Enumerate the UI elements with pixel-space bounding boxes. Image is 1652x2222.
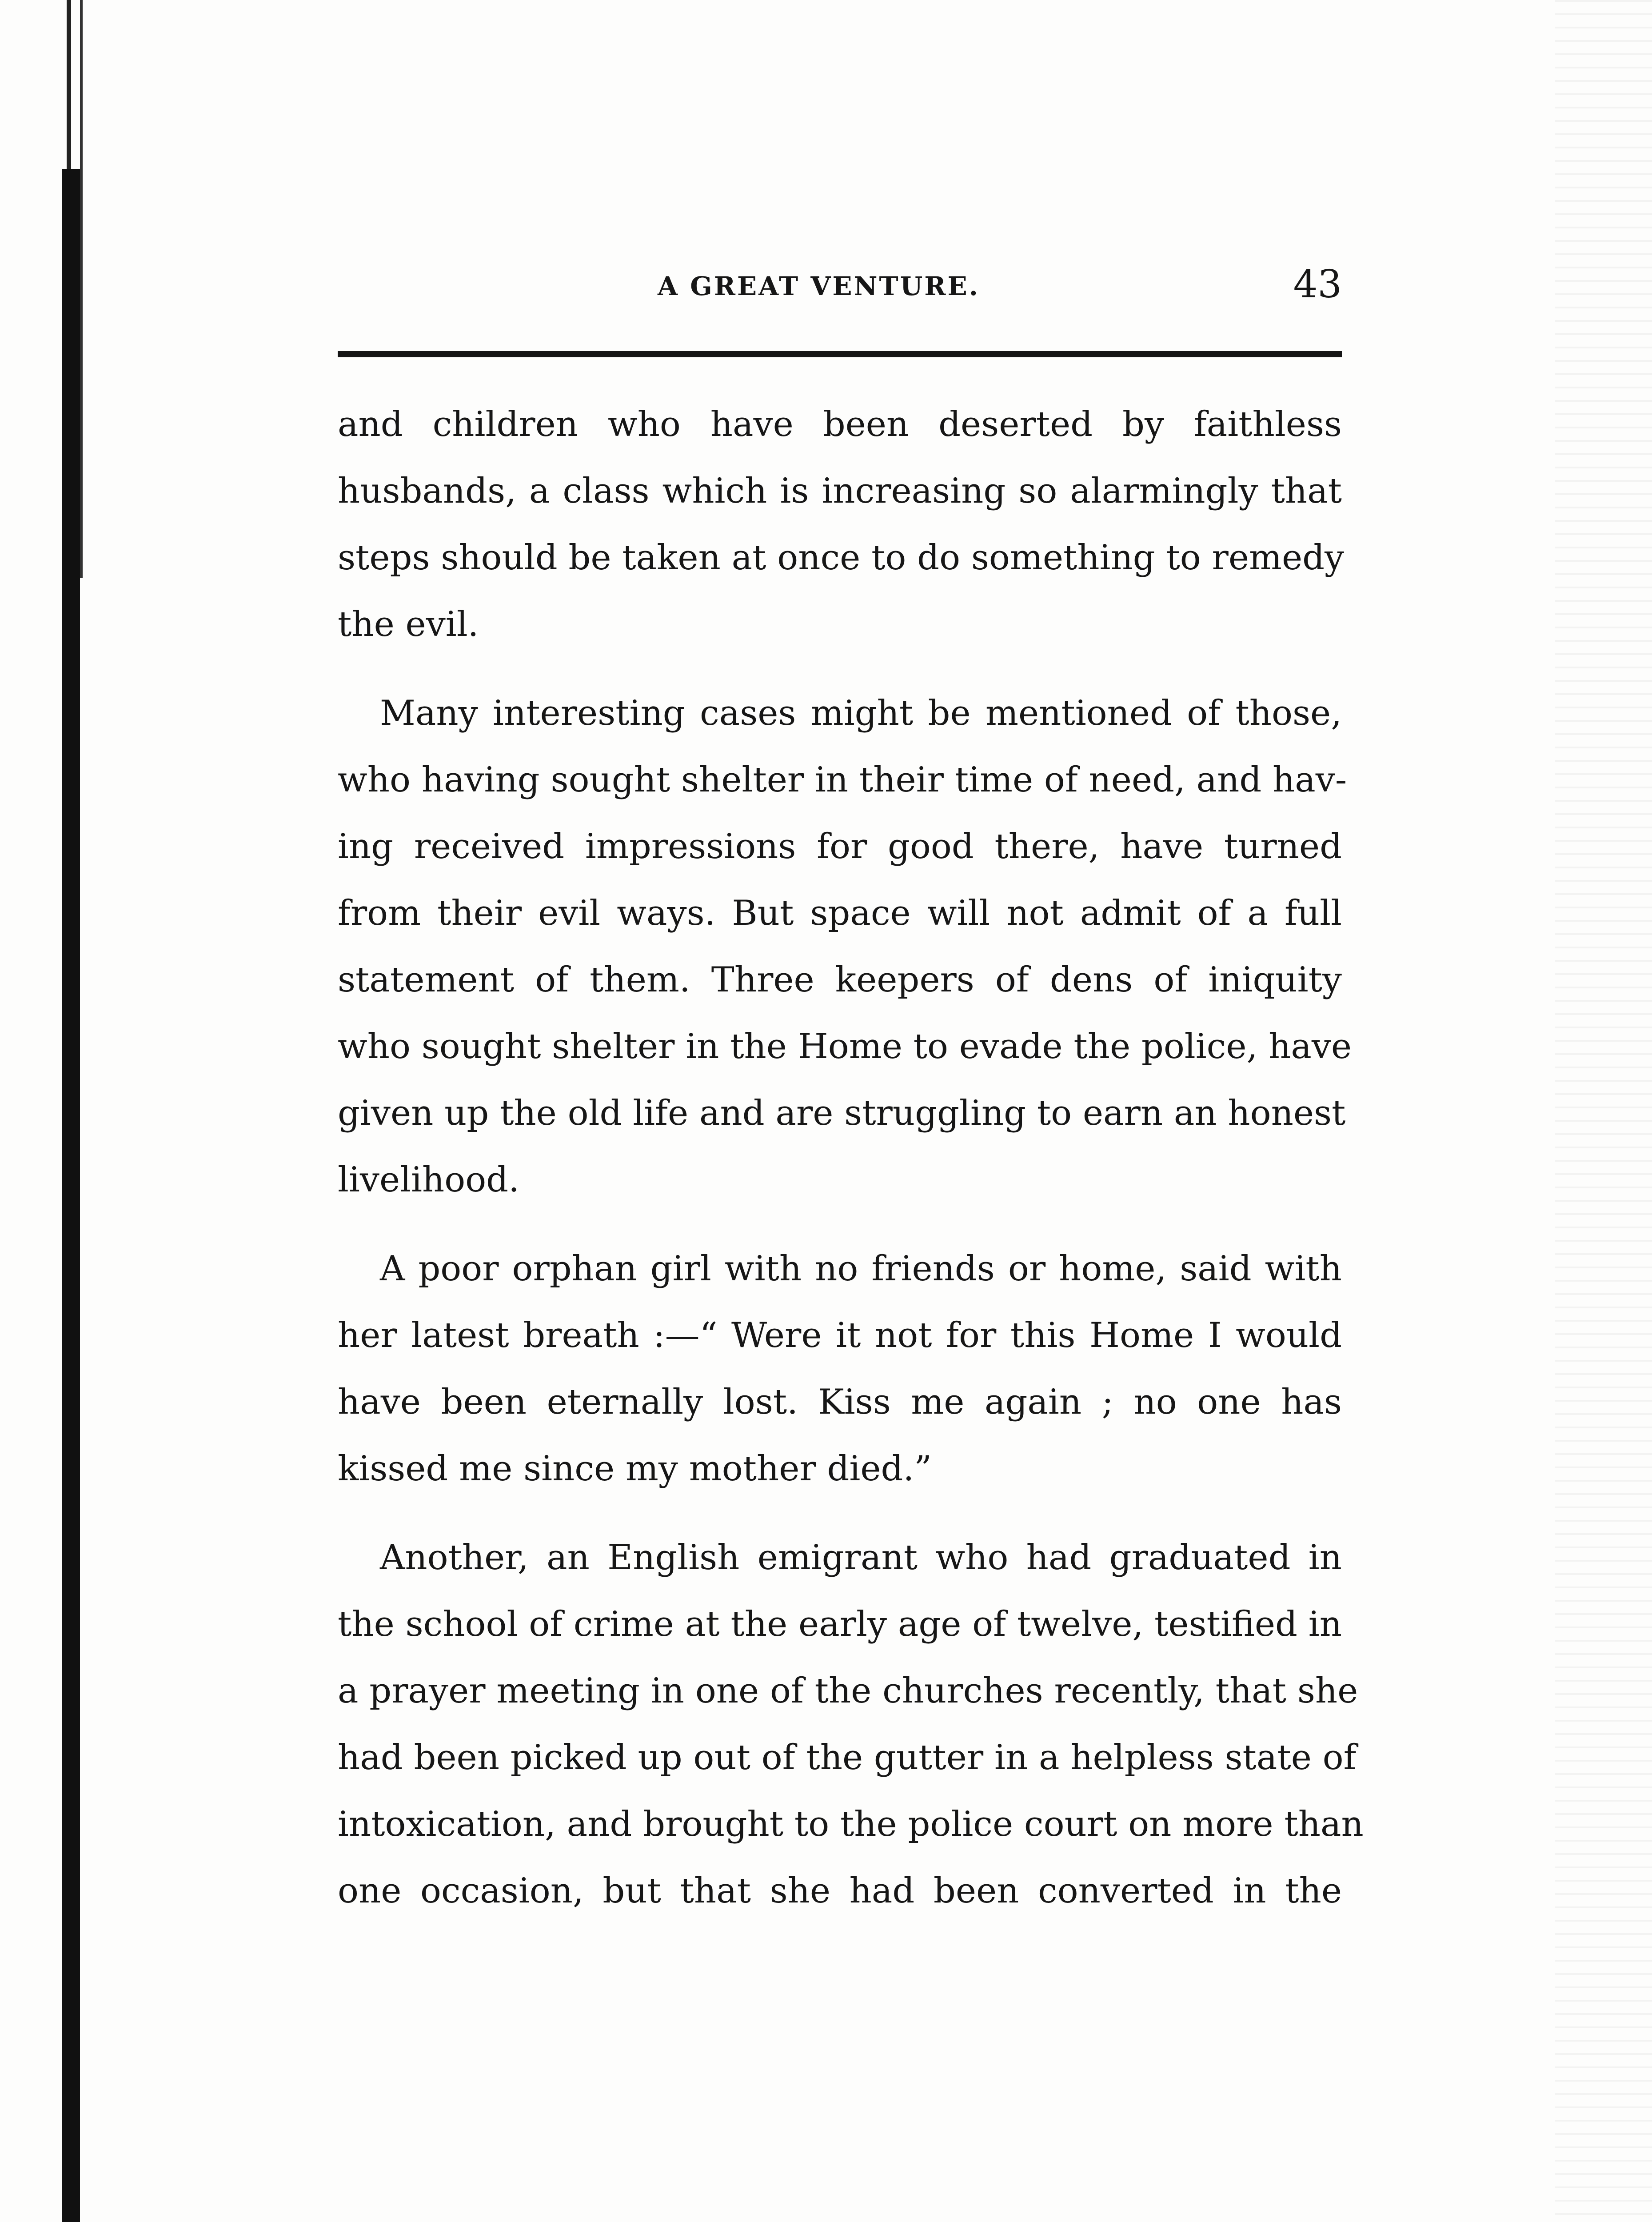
text-line: ing received impressions for good there, have turned bbox=[338, 827, 1342, 867]
scan-edge-right bbox=[1555, 0, 1652, 2222]
text-line: a prayer meeting in one of the churches recently, that she bbox=[338, 1671, 1358, 1711]
text-line: the school of crime at the early age of twelve, testified in bbox=[338, 1604, 1342, 1644]
text-line: livelihood. bbox=[338, 1160, 519, 1200]
text-line: have been eternally lost. Kiss me again ; no one has bbox=[338, 1382, 1342, 1422]
paragraph-4 bbox=[338, 1524, 1364, 1924]
running-head: A GREAT VENTURE. bbox=[658, 271, 980, 301]
text-line: from their evil ways. But space will not admit of a full bbox=[338, 893, 1342, 933]
page-number: 43 bbox=[1293, 262, 1342, 307]
binding-edge-line bbox=[80, 0, 83, 578]
page-header bbox=[338, 262, 1342, 316]
binding-edge-upper bbox=[67, 0, 71, 169]
text-line: Many interesting cases might be mentioned of those, bbox=[380, 693, 1342, 733]
text-line: statement of them. Three keepers of dens of iniquity bbox=[338, 960, 1342, 1000]
paragraph-2 bbox=[338, 680, 1352, 1213]
text-line: and children who have been deserted by faithless bbox=[338, 404, 1342, 444]
text-line: the evil. bbox=[338, 604, 479, 644]
text-line: kissed me since my mother died.” bbox=[338, 1449, 932, 1489]
text-line: husbands, a class which is increasing so alarmingly that bbox=[338, 471, 1342, 511]
header-rule bbox=[338, 351, 1342, 357]
paragraph-3 bbox=[338, 1235, 1342, 1502]
text-line: given up the old life and are struggling to earn an honest bbox=[338, 1093, 1346, 1133]
text-line: one occasion, but that she had been converted in the bbox=[338, 1871, 1342, 1911]
text-line: intoxication, and brought to the police court on more than bbox=[338, 1804, 1364, 1844]
text-line: who sought shelter in the Home to evade the police, have bbox=[338, 1027, 1352, 1067]
text-line: had been picked up out of the gutter in a helpless state of bbox=[338, 1738, 1357, 1778]
text-line: steps should be taken at once to do something to remedy bbox=[338, 538, 1345, 578]
binding-edge bbox=[62, 169, 80, 2222]
body-text bbox=[338, 391, 1364, 1924]
text-line: her latest breath :—“ Were it not for this Home I would bbox=[338, 1315, 1342, 1355]
text-line: A poor orphan girl with no friends or home, said with bbox=[380, 1249, 1342, 1289]
paragraph-1 bbox=[338, 391, 1345, 658]
text-line: Another, an English emigrant who had graduated in bbox=[380, 1538, 1342, 1578]
text-line: who having sought shelter in their time of need, and hav- bbox=[338, 760, 1347, 800]
